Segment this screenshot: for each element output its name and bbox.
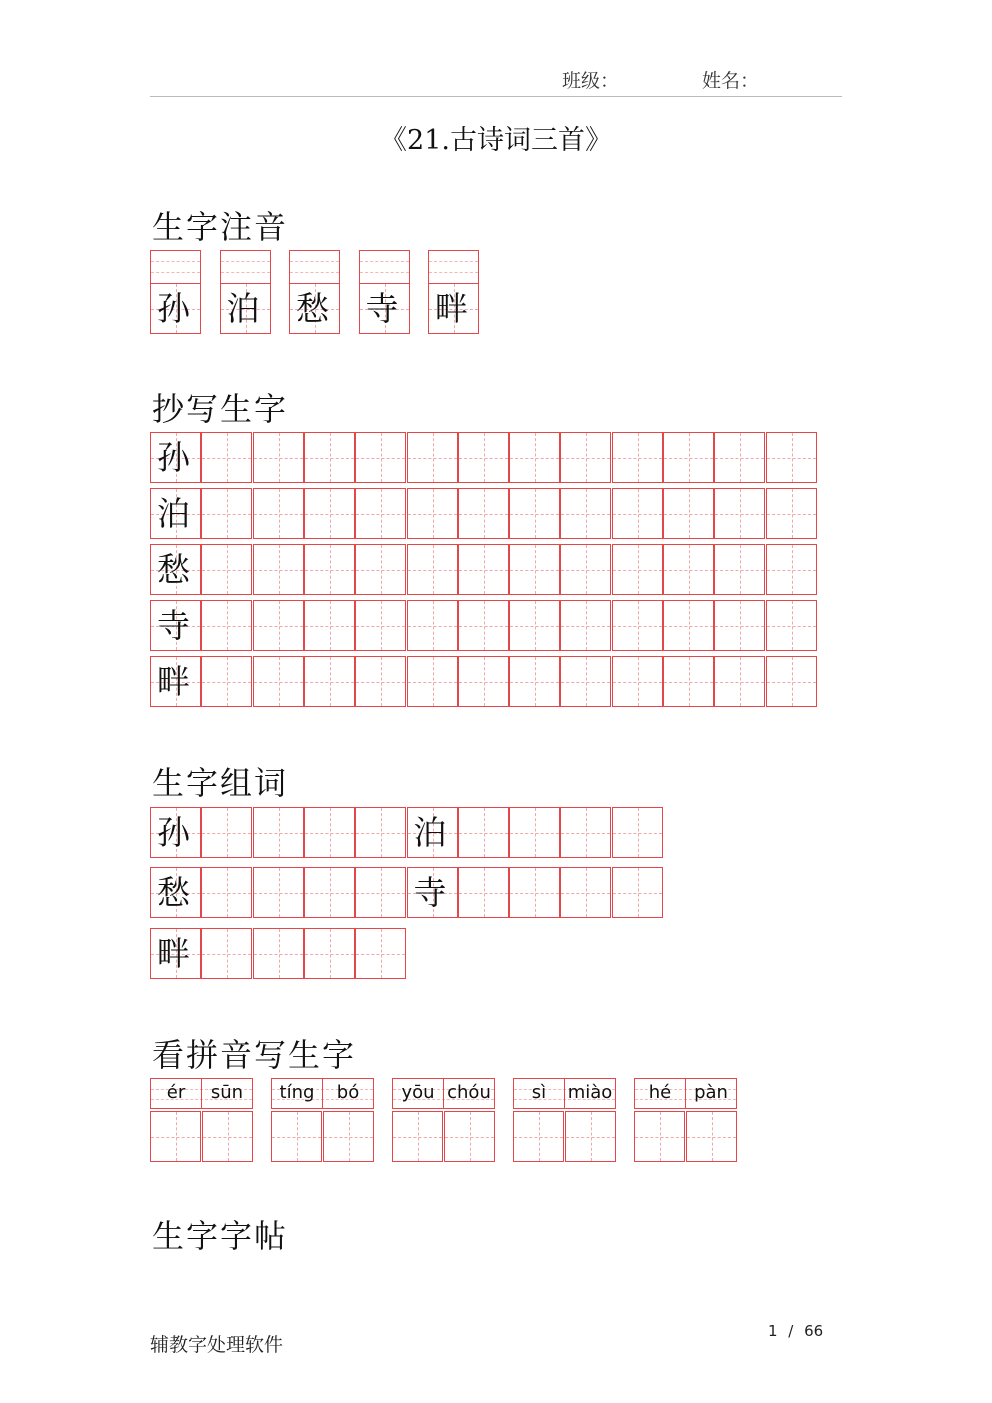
copy-blank-cell[interactable] [560, 488, 611, 539]
pinyin-answer-cell[interactable] [323, 1111, 374, 1162]
copy-blank-cell[interactable] [560, 544, 611, 595]
word-blank-cell[interactable] [355, 807, 406, 858]
pinyin-syllable: miào [567, 1082, 613, 1103]
section-copybook-heading: 生字字帖 [152, 1217, 289, 1255]
word-char-cell [407, 867, 458, 918]
word-blank-cell[interactable] [509, 807, 560, 858]
pinyin-syllable: sūn [210, 1082, 244, 1103]
pinyin-answer-box[interactable] [428, 250, 479, 283]
character: 愁 [157, 550, 190, 589]
pinyin-answer-box[interactable] [220, 250, 271, 283]
copy-blank-cell[interactable] [714, 656, 765, 707]
section-zhuyin-heading: 生字注音 [152, 208, 289, 246]
copy-blank-cell[interactable] [253, 656, 304, 707]
character: 愁 [157, 873, 190, 912]
copy-blank-cell[interactable] [355, 432, 406, 483]
copy-blank-cell[interactable] [201, 432, 252, 483]
section-copy-heading: 抄写生字 [152, 390, 289, 428]
page-number: 1 / 66 [768, 1322, 824, 1340]
copy-blank-cell[interactable] [714, 600, 765, 651]
zhuyin-char-cell [359, 283, 410, 334]
copy-blank-cell[interactable] [304, 432, 355, 483]
word-blank-cell[interactable] [560, 867, 611, 918]
copy-blank-cell[interactable] [663, 600, 714, 651]
copy-blank-cell[interactable] [355, 600, 406, 651]
word-blank-cell[interactable] [509, 867, 560, 918]
pinyin-header [513, 1078, 616, 1109]
page-title: 《21.古诗词三首》 [380, 125, 612, 156]
copy-blank-cell[interactable] [201, 600, 252, 651]
pinyin-syllable: ér [166, 1082, 186, 1103]
copy-blank-cell[interactable] [663, 488, 714, 539]
character: 孙 [157, 289, 190, 328]
copy-blank-cell[interactable] [612, 544, 663, 595]
word-blank-cell[interactable] [612, 807, 663, 858]
copy-blank-cell[interactable] [304, 488, 355, 539]
copy-blank-cell[interactable] [766, 432, 817, 483]
copy-blank-cell[interactable] [458, 656, 509, 707]
copy-blank-cell[interactable] [714, 544, 765, 595]
pinyin-header [150, 1078, 253, 1109]
copy-blank-cell[interactable] [407, 656, 458, 707]
word-char-cell [150, 807, 201, 858]
copy-char-cell [150, 488, 201, 539]
copy-blank-cell[interactable] [253, 544, 304, 595]
word-blank-cell[interactable] [355, 867, 406, 918]
word-blank-cell[interactable] [304, 807, 355, 858]
copy-blank-cell[interactable] [509, 488, 560, 539]
word-blank-cell[interactable] [253, 928, 304, 979]
name-label: 姓名： [702, 70, 760, 92]
pinyin-syllable: sì [531, 1082, 547, 1103]
pinyin-syllable: tíng [279, 1082, 315, 1103]
word-blank-cell[interactable] [355, 928, 406, 979]
copy-blank-cell[interactable] [766, 656, 817, 707]
zhuyin-char-cell [150, 283, 201, 334]
copy-blank-cell[interactable] [663, 432, 714, 483]
character: 愁 [296, 289, 329, 328]
pinyin-syllable: yōu [401, 1082, 435, 1103]
character: 泊 [157, 494, 190, 533]
copy-blank-cell[interactable] [560, 656, 611, 707]
copy-blank-cell[interactable] [458, 600, 509, 651]
header-divider [150, 96, 842, 97]
character: 孙 [157, 438, 190, 477]
copy-blank-cell[interactable] [201, 544, 252, 595]
pinyin-header [634, 1078, 737, 1109]
footer-app-name: 辅教字处理软件 [150, 1334, 284, 1356]
zhuyin-char-cell [289, 283, 340, 334]
zhuyin-char-cell [428, 283, 479, 334]
copy-blank-cell[interactable] [407, 544, 458, 595]
copy-blank-cell[interactable] [766, 488, 817, 539]
pinyin-answer-cell[interactable] [634, 1111, 685, 1162]
character: 泊 [413, 813, 447, 852]
zhuyin-char-cell [220, 283, 271, 334]
word-blank-cell[interactable] [304, 928, 355, 979]
copy-blank-cell[interactable] [407, 488, 458, 539]
pinyin-header [392, 1078, 495, 1109]
copy-char-cell [150, 544, 201, 595]
pinyin-answer-cell[interactable] [150, 1111, 201, 1162]
character: 寺 [157, 606, 190, 645]
copy-char-cell [150, 656, 201, 707]
section-pinyin-heading: 看拼音写生字 [152, 1036, 357, 1074]
pinyin-answer-cell[interactable] [513, 1111, 564, 1162]
copy-blank-cell[interactable] [509, 432, 560, 483]
word-blank-cell[interactable] [458, 807, 509, 858]
copy-blank-cell[interactable] [766, 544, 817, 595]
word-blank-cell[interactable] [304, 867, 355, 918]
word-blank-cell[interactable] [612, 867, 663, 918]
copy-blank-cell[interactable] [253, 600, 304, 651]
word-blank-cell[interactable] [201, 807, 252, 858]
copy-blank-cell[interactable] [714, 488, 765, 539]
pinyin-syllable: hé [648, 1082, 672, 1103]
copy-char-cell [150, 432, 201, 483]
pinyin-answer-box[interactable] [359, 250, 410, 283]
copy-blank-cell[interactable] [766, 600, 817, 651]
copy-blank-cell[interactable] [304, 600, 355, 651]
copy-blank-cell[interactable] [663, 544, 714, 595]
copy-blank-cell[interactable] [201, 656, 252, 707]
copy-blank-cell[interactable] [304, 544, 355, 595]
word-blank-cell[interactable] [458, 867, 509, 918]
character: 畔 [157, 662, 190, 701]
copy-blank-cell[interactable] [355, 656, 406, 707]
copy-blank-cell[interactable] [201, 488, 252, 539]
copy-blank-cell[interactable] [304, 656, 355, 707]
character: 寺 [413, 873, 447, 912]
pinyin-answer-cell[interactable] [392, 1111, 443, 1162]
pinyin-answer-cell[interactable] [565, 1111, 616, 1162]
copy-blank-cell[interactable] [612, 488, 663, 539]
pinyin-answer-cell[interactable] [202, 1111, 253, 1162]
copy-blank-cell[interactable] [560, 432, 611, 483]
word-char-cell [407, 807, 458, 858]
word-blank-cell[interactable] [253, 867, 304, 918]
word-blank-cell[interactable] [253, 807, 304, 858]
class-label: 班级： [562, 70, 620, 92]
copy-blank-cell[interactable] [253, 488, 304, 539]
copy-blank-cell[interactable] [509, 544, 560, 595]
copy-blank-cell[interactable] [458, 488, 509, 539]
pinyin-header [271, 1078, 374, 1109]
copy-char-cell [150, 600, 201, 651]
copy-blank-cell[interactable] [560, 600, 611, 651]
character: 泊 [226, 289, 260, 328]
copy-blank-cell[interactable] [612, 432, 663, 483]
copy-blank-cell[interactable] [355, 488, 406, 539]
copy-blank-cell[interactable] [714, 432, 765, 483]
character: 畔 [435, 289, 468, 328]
copy-blank-cell[interactable] [253, 432, 304, 483]
copy-blank-cell[interactable] [663, 656, 714, 707]
pinyin-syllable: chóu [447, 1082, 491, 1103]
pinyin-answer-cell[interactable] [444, 1111, 495, 1162]
pinyin-answer-box[interactable] [289, 250, 340, 283]
copy-blank-cell[interactable] [509, 600, 560, 651]
word-blank-cell[interactable] [560, 807, 611, 858]
word-blank-cell[interactable] [201, 867, 252, 918]
copy-blank-cell[interactable] [407, 600, 458, 651]
character: 孙 [157, 813, 190, 852]
copy-blank-cell[interactable] [355, 544, 406, 595]
copy-blank-cell[interactable] [612, 656, 663, 707]
word-char-cell [150, 867, 201, 918]
pinyin-syllable: pàn [694, 1082, 728, 1103]
section-words-heading: 生字组词 [152, 764, 289, 802]
pinyin-answer-box[interactable] [150, 250, 201, 283]
copy-blank-cell[interactable] [612, 600, 663, 651]
pinyin-answer-cell[interactable] [686, 1111, 737, 1162]
pinyin-syllable: bó [336, 1082, 360, 1103]
copy-blank-cell[interactable] [509, 656, 560, 707]
character: 畔 [157, 934, 190, 973]
word-blank-cell[interactable] [201, 928, 252, 979]
word-char-cell [150, 928, 201, 979]
copy-blank-cell[interactable] [458, 432, 509, 483]
character: 寺 [365, 289, 399, 328]
copy-blank-cell[interactable] [458, 544, 509, 595]
copy-blank-cell[interactable] [407, 432, 458, 483]
pinyin-answer-cell[interactable] [271, 1111, 322, 1162]
